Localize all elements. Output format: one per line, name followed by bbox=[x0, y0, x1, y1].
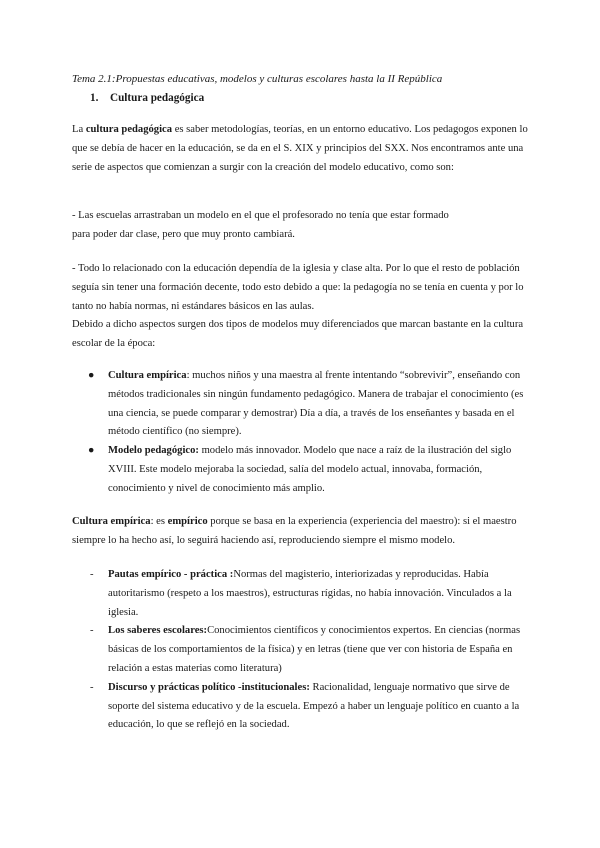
bullet-marker: ● bbox=[88, 370, 95, 381]
list-item-bold-term: Modelo pedagógico: bbox=[108, 445, 199, 457]
list-item-bold-term: Pautas empírico - práctica : bbox=[108, 569, 234, 580]
list-item bbox=[72, 442, 528, 498]
point-2-paragraph bbox=[72, 260, 528, 354]
point-2-text: - Todo lo relacionado con la educación dependía de la iglesia y clase alta. Por lo que el resto de población seguía sin tener una formación decente, todo esto debido a que: la pedagogía no se tenía en cuenta y por lo tanto no había normas, ni estándares básicos en las aulas. bbox=[72, 263, 524, 312]
list-item-text: Racionalidad, lenguaje normativo que sirve de soporte del sistema educativo y de la escuela. Empezó a haber un lenguaje político en cuanto a la educación, lo que se reflejó en la sociedad. bbox=[108, 681, 520, 731]
point-1-paragraph bbox=[72, 207, 528, 245]
list-item-text: Conocimientos científicos y conocimientos expertos. En ciencias (normas básicas de los comportamientos de la física) y en letras (tiene que ver con historia de España en relación a estas materias como literatura) bbox=[108, 625, 521, 674]
bullet-marker: ● bbox=[88, 445, 95, 457]
list-item bbox=[72, 566, 528, 622]
list-item bbox=[72, 367, 528, 442]
list-item-bold-term: Los saberes escolares: bbox=[108, 625, 208, 637]
point-2-continuation: Debido a dicho aspectos surgen dos tipos de modelos muy diferenciados que marcan bastante en la cultura escolar de la época: bbox=[72, 319, 524, 350]
point-1-line-2: para poder dar clase, pero que muy pronto cambiará. bbox=[72, 228, 295, 240]
dash-list bbox=[72, 566, 528, 735]
intro-pre: La bbox=[72, 124, 86, 135]
section-number: 1. bbox=[90, 92, 99, 104]
list-item bbox=[72, 622, 528, 678]
dash-marker: - bbox=[90, 625, 94, 637]
document-title: Tema 2.1:Propuestas educativas, modelos y culturas escolares hasta la II República bbox=[72, 73, 443, 85]
dash-marker: - bbox=[90, 681, 94, 693]
empirica-text-1: : es bbox=[150, 516, 168, 527]
section-heading-text: Cultura pedagógica bbox=[110, 92, 205, 104]
list-item-bold-term: Cultura empírica bbox=[108, 370, 187, 381]
intro-bold-term: cultura pedagógica bbox=[85, 124, 173, 135]
intro-text: es saber metodologías, teorías, en un entorno educativo. Los pedagogos exponen lo que se debía de hacer en la educación, se da en el S. XIX y principios del SXX. Nos encontramos ante una serie de aspectos que comienzan a surgir con la creación del modelo educativo, como son: bbox=[72, 124, 528, 173]
list-item bbox=[72, 679, 528, 735]
models-bullet-list bbox=[72, 367, 528, 499]
intro-paragraph bbox=[72, 121, 528, 177]
dash-marker: - bbox=[90, 569, 94, 580]
empirico-bold-term: empírico bbox=[167, 516, 208, 527]
list-item-text: Normas del magisterio, interiorizadas y reproducidas. Había autoritarismo (respeto a los maestros), estructuras rígidas, no había innovación. Vinculados a la iglesia. bbox=[108, 569, 512, 618]
empirica-paragraph bbox=[72, 513, 528, 551]
list-item-text: modelo más innovador. Modelo que nace a raíz de la ilustración del siglo XVIII. Este modelo mejoraba la sociedad, salía del modelo actual, innovaba, formación, conocimiento y nivel de conocimiento más amplio. bbox=[108, 445, 512, 494]
list-item-bold-term: Discurso y prácticas político -institucionales: bbox=[108, 681, 310, 693]
point-1-line-1: - Las escuelas arrastraban un modelo en el que el profesorado no tenía que estar formado bbox=[72, 210, 449, 221]
section-heading bbox=[90, 92, 204, 104]
empirica-text-2: porque se basa en la experiencia (experiencia del maestro): si el maestro siempre lo ha hecho así, lo seguirá haciendo así, reproduciendo siempre el mismo modelo. bbox=[72, 516, 517, 546]
list-item-text: : muchos niños y una maestra al frente intentando “sobrevivir”, enseñando con métodos tradicionales sin ningún fundamento pedagógico. Manera de trabajar el conocimiento (es una ciencia, se puede comparar y demostrar) Día a día, a través de los enseñantes y basada en el método científico (no siempre). bbox=[108, 370, 524, 438]
empirica-bold-term: Cultura empírica bbox=[72, 516, 151, 527]
